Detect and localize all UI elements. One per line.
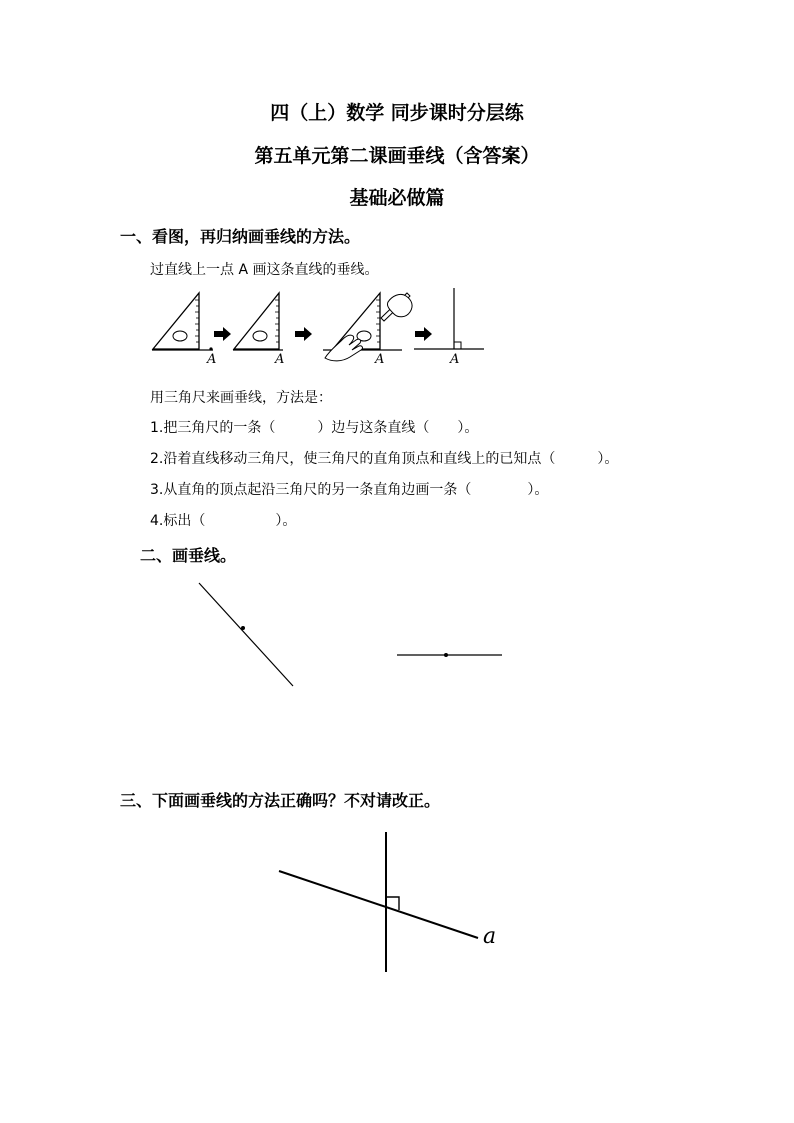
section-label: 基础必做篇 [349,187,445,209]
question-1-intro: 过直线上一点 A 画这条直线的垂线。 [150,262,379,278]
question-3-heading: 三、下面画垂线的方法正确吗？不对请改正。 [120,791,441,810]
question-1-heading: 一、看图，再归纳画垂线的方法。 [120,227,361,246]
point-a-label: A [275,352,285,367]
method-step-2: 2.沿着直线移动三角尺，使三角尺的直角顶点和直线上的已知点（ ）。 [150,451,619,467]
method-step-3: 3.从直角的顶点起沿三角尺的另一条直角边画一条（ ）。 [150,482,549,498]
method-step-4: 4.标出（ ）。 [150,513,297,529]
point-a-label: A [207,352,217,367]
method-step-1: 1.把三角尺的一条（ ）边与这条直线（ ）。 [150,420,479,436]
point-a-label: A [375,352,385,367]
page-subtitle: 第五单元第二课画垂线（含答案） [254,145,540,167]
question-2-heading: 二、画垂线。 [140,546,237,565]
method-lead: 用三角尺来画垂线，方法是： [150,390,332,406]
page-title: 四（上）数学 同步课时分层练 [270,102,524,124]
line-a [279,871,478,938]
line-a-label: a [483,924,497,949]
point-a-label: A [450,352,460,367]
